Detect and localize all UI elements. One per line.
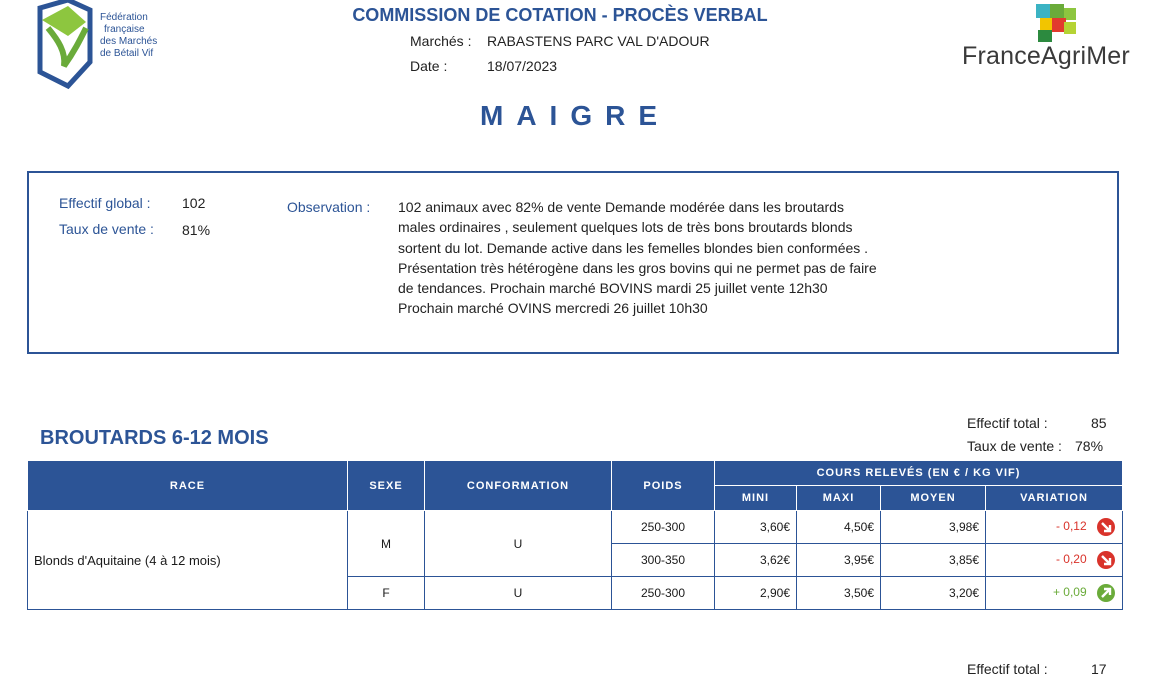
observation-label: Observation : xyxy=(287,199,371,215)
mini-cell: 3,60€ xyxy=(715,511,797,544)
logo-line-3: des Marchés xyxy=(100,36,158,47)
franceagrimer-logo xyxy=(958,0,1128,80)
header-variation: VARIATION xyxy=(986,486,1123,511)
variation-cell xyxy=(986,544,1123,577)
date-label: Date : xyxy=(410,58,448,74)
effectif-global-value: 102 xyxy=(182,195,206,211)
arrow-down-icon xyxy=(1096,550,1116,570)
observation-text: 102 animaux avec 82% de vente Demande modérée dans les broutards males ordinaires , seulement quelques lots de très bons broutards blonds sortent du lot. Demande active dans les femelles blondes bien conformées . Présentation très hétérogène dans les gros bovins qui ne permet pas de faire de tendances. Prochain marché BOVINS mardi 25 juillet vente 12h30 Prochain marché OVINS mercredi 26 juillet 10h30 xyxy=(398,199,877,317)
poids-cell: 250-300 xyxy=(612,577,715,610)
ffmbv-logo xyxy=(28,0,178,92)
variation-value: + 0,09 xyxy=(1052,585,1087,600)
franceagrimer-wordmark: FranceAgriMer xyxy=(962,42,1130,70)
variation-value: - 0,12 xyxy=(1055,519,1087,534)
section-effectif-label: Effectif total : xyxy=(967,415,1048,431)
mosaic-logo-icon xyxy=(1034,2,1080,44)
header-mini: MINI xyxy=(715,486,797,511)
next-effectif-value: 17 xyxy=(1091,661,1107,677)
logo-line-4: de Bétail Vif xyxy=(100,48,154,59)
header-cours: COURS RELEVÉS (EN € / KG VIF) xyxy=(715,461,1123,486)
marches-value: RABASTENS PARC VAL D'ADOUR xyxy=(487,33,710,49)
conformation-cell: U xyxy=(425,511,612,577)
variation-cell xyxy=(986,511,1123,544)
variation-value: - 0,20 xyxy=(1055,552,1087,567)
race-cell: Blonds d'Aquitaine (4 à 12 mois) xyxy=(28,511,348,610)
maxi-cell: 4,50€ xyxy=(797,511,881,544)
conformation-cell: U xyxy=(425,577,612,610)
header-conformation: CONFORMATION xyxy=(425,461,612,511)
moyen-cell: 3,20€ xyxy=(881,577,986,610)
section-effectif-value: 85 xyxy=(1091,415,1107,431)
maxi-cell: 3,95€ xyxy=(797,544,881,577)
header-poids: POIDS xyxy=(612,461,715,511)
date-value: 18/07/2023 xyxy=(487,58,558,74)
page-title: MAIGRE xyxy=(480,100,670,131)
section-taux-label: Taux de vente : xyxy=(967,438,1062,454)
next-effectif-label: Effectif total : xyxy=(967,661,1048,677)
taux-vente-value: 81% xyxy=(182,222,211,238)
maxi-cell: 3,50€ xyxy=(797,577,881,610)
mini-cell: 3,62€ xyxy=(715,544,797,577)
cotation-table xyxy=(27,460,1123,610)
arrow-up-icon xyxy=(1096,583,1116,603)
header-sexe: SEXE xyxy=(348,461,425,511)
poids-cell: 250-300 xyxy=(612,511,715,544)
sexe-cell: F xyxy=(348,577,425,610)
poids-cell: 300-350 xyxy=(612,544,715,577)
header-moyen: MOYEN xyxy=(881,486,986,511)
table-row xyxy=(28,511,1123,544)
effectif-global-label: Effectif global : xyxy=(59,195,151,211)
logo-line-1: Fédération xyxy=(100,12,148,23)
sexe-cell: M xyxy=(348,511,425,577)
mini-cell: 2,90€ xyxy=(715,577,797,610)
moyen-cell: 3,98€ xyxy=(881,511,986,544)
section-taux-value: 78% xyxy=(1075,438,1104,454)
logo-line-2: française xyxy=(104,24,145,35)
taux-vente-label: Taux de vente : xyxy=(59,221,154,237)
variation-cell xyxy=(986,577,1123,610)
marches-label: Marchés : xyxy=(410,33,472,49)
section-title: BROUTARDS 6-12 MOIS xyxy=(40,427,269,449)
document-title: COMMISSION DE COTATION - PROCÈS VERBAL xyxy=(352,5,768,25)
arrow-down-icon xyxy=(1096,517,1116,537)
header-maxi: MAXI xyxy=(797,486,881,511)
header-race: RACE xyxy=(28,461,348,511)
moyen-cell: 3,85€ xyxy=(881,544,986,577)
